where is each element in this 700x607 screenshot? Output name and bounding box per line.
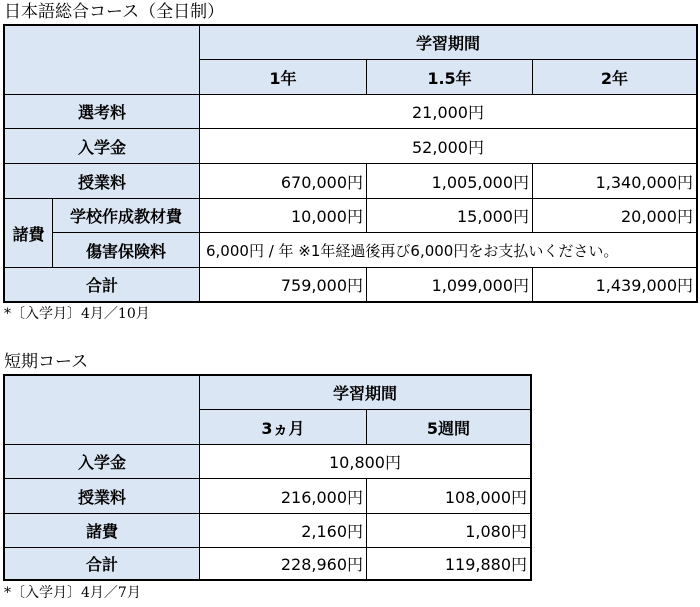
table1-title: 日本語総合コース（全日制） bbox=[4, 2, 225, 22]
row-label-senko: 選考料 bbox=[5, 95, 200, 129]
jugyo-5w: 108,000円 bbox=[367, 479, 530, 514]
jugyo-2y: 1,340,000円 bbox=[533, 164, 696, 199]
total-1-5y: 1,099,000円 bbox=[367, 268, 533, 301]
period-3m: 3ヵ月 bbox=[200, 410, 367, 445]
total-3m: 228,960円 bbox=[200, 548, 367, 579]
tuition-table-general bbox=[3, 24, 698, 303]
row-label-nyugaku: 入学金 bbox=[5, 445, 200, 479]
total-2y: 1,439,000円 bbox=[595, 276, 693, 295]
period-1y: 1年 bbox=[200, 60, 367, 95]
table2-note: *〔入学月〕4月／7月 bbox=[4, 585, 141, 601]
total-5w: 119,880円 bbox=[444, 555, 527, 574]
jugyo-1-5y: 1,005,000円 bbox=[367, 164, 533, 199]
tuition-table-short bbox=[3, 374, 532, 581]
shohi-5w: 1,080円 bbox=[367, 514, 530, 548]
nyugaku-value: 10,800円 bbox=[200, 445, 530, 479]
row-label-nyugaku: 入学金 bbox=[5, 129, 200, 164]
row-label-total: 合計 bbox=[5, 268, 200, 301]
hoken-value: 6,000円 / 年 ※1年経過後再び6,000円をお支払いください。 bbox=[200, 233, 696, 268]
row-label-jugyo: 授業料 bbox=[5, 479, 200, 514]
kyozai-2y: 20,000円 bbox=[533, 199, 696, 233]
senko-value: 21,000円 bbox=[200, 95, 696, 129]
table2-title: 短期コース bbox=[4, 352, 89, 372]
kyozai-1y: 10,000円 bbox=[200, 199, 367, 233]
period-2y: 2年 bbox=[533, 60, 696, 95]
row-label-hoken: 傷害保険料 bbox=[53, 233, 200, 268]
kyozai-1-5y: 15,000円 bbox=[367, 199, 533, 233]
period-1-5y: 1.5年 bbox=[367, 60, 533, 95]
row-label-shohi: 諸費 bbox=[5, 514, 200, 548]
period-header: 学習期間 bbox=[200, 376, 530, 410]
jugyo-3m: 216,000円 bbox=[200, 479, 367, 514]
period-5w: 5週間 bbox=[367, 410, 530, 445]
row-label-kyozai: 学校作成教材費 bbox=[53, 199, 200, 233]
shohi-3m: 2,160円 bbox=[200, 514, 367, 548]
header-corner bbox=[5, 26, 200, 95]
total-1y: 759,000円 bbox=[200, 268, 367, 301]
header-corner bbox=[5, 376, 200, 445]
row-label-jugyo: 授業料 bbox=[5, 164, 200, 199]
table1-note: *〔入学月〕4月／10月 bbox=[4, 306, 150, 322]
row-group-shohi: 諸費 bbox=[5, 199, 53, 268]
row-label-total: 合計 bbox=[5, 548, 200, 579]
period-header: 学習期間 bbox=[200, 26, 696, 60]
jugyo-1y: 670,000円 bbox=[200, 164, 367, 199]
nyugaku-value: 52,000円 bbox=[200, 129, 696, 164]
